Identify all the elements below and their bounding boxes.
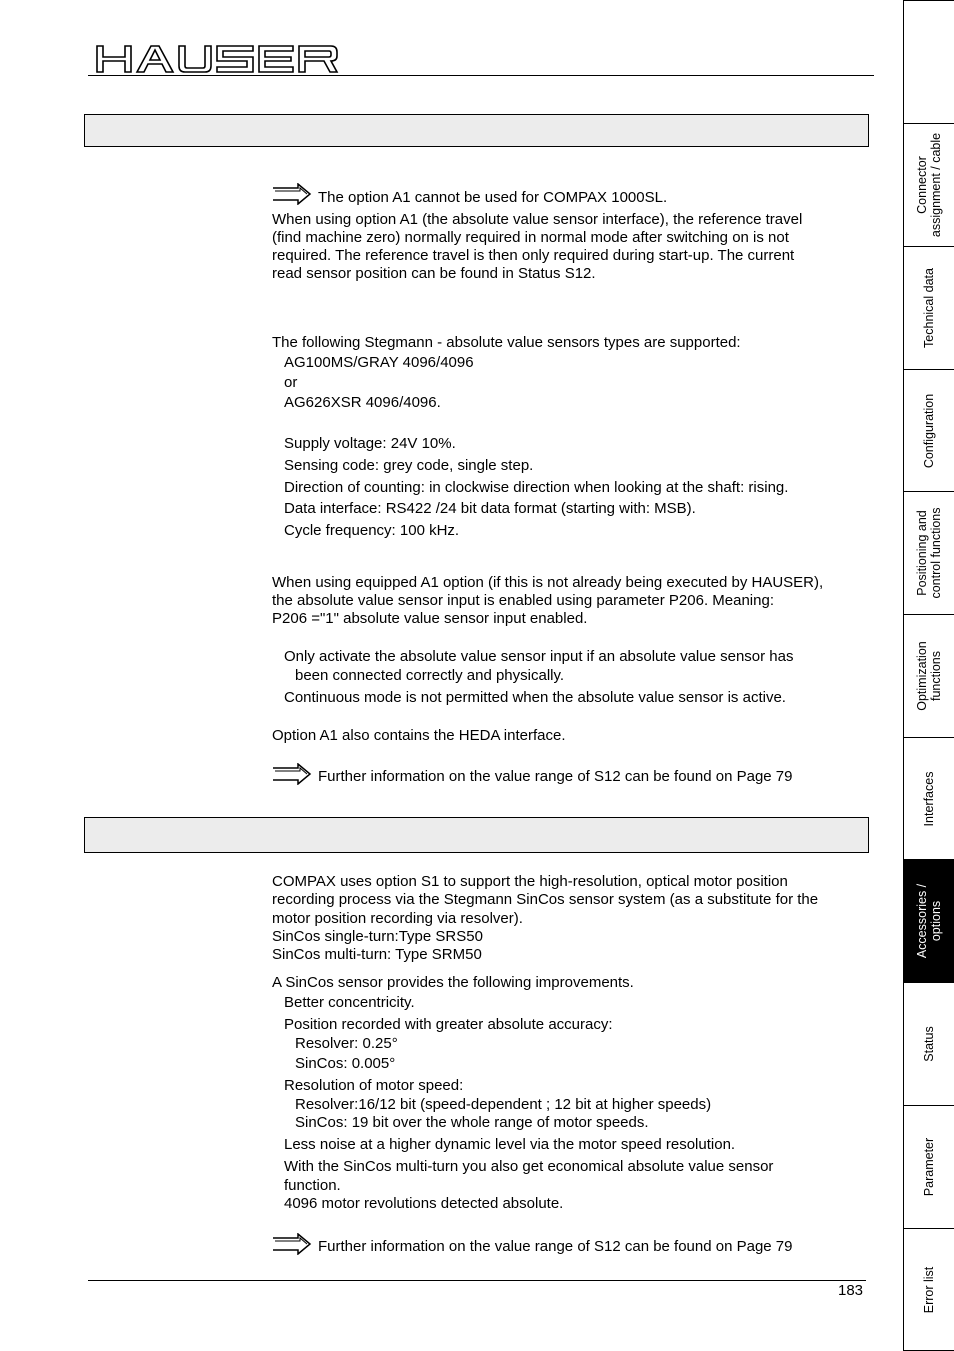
tab-label: Configuration xyxy=(922,393,936,468)
tab-positioning-control[interactable] xyxy=(903,492,954,615)
spec-item: Direction of counting: in clockwise direction when looking at the shaft: rising. xyxy=(284,479,789,496)
warning-continuous-mode: Continuous mode is not permitted when the absolute value sensor is active. xyxy=(284,689,786,706)
tab-label: assignment / cable xyxy=(929,132,943,238)
spec-item: Data interface: RS422 /24 bit data format (starting with: MSB). xyxy=(284,500,696,517)
tab-parameter[interactable] xyxy=(903,1106,954,1229)
warning-line: Only activate the absolute value sensor input if an absolute value sensor has xyxy=(284,648,794,665)
para-a1-line: (find machine zero) normally required in normal mode after switching on is not xyxy=(272,229,789,246)
sensor-type: AG626XSR 4096/4096. xyxy=(284,394,441,411)
para-a1-line: required. The reference travel is then only required during start-up. The current xyxy=(272,247,795,264)
para-p206-line: the absolute value sensor input is enabled using parameter P206. Meaning: xyxy=(272,592,774,609)
improvement-item: With the SinCos multi-turn you also get economical absolute value sensor xyxy=(284,1158,774,1175)
spec-item: Supply voltage: 24V 10%. xyxy=(284,435,456,452)
para-s1-line: COMPAX uses option S1 to support the high-resolution, optical motor position xyxy=(272,873,788,890)
tab-blank xyxy=(903,0,954,124)
tab-label: functions xyxy=(929,650,943,702)
tab-error-list[interactable] xyxy=(903,1229,954,1351)
para-s1-line: recording process via the Stegmann SinCos sensor system (as a substitute for the xyxy=(272,891,819,908)
note-compax-1000sl: The option A1 cannot be used for COMPAX 1000SL. xyxy=(318,189,668,206)
tab-label: Error list xyxy=(922,1266,936,1313)
tab-label: Status xyxy=(922,1026,936,1062)
note-s12-range: Further information on the value range of S12 can be found on Page 79 xyxy=(318,1238,793,1255)
hauser-logo xyxy=(95,44,340,74)
improvement-item: Resolution of motor speed: xyxy=(284,1077,464,1094)
para-s1-line: motor position recording via resolver). xyxy=(272,910,523,927)
spec-item: Sensing code: grey code, single step. xyxy=(284,457,534,474)
tab-label: Interfaces xyxy=(922,771,936,826)
tab-label: Positioning and xyxy=(915,510,929,596)
tab-optimization[interactable] xyxy=(903,615,954,738)
improvement-subitem: Resolver:16/12 bit (speed-dependent ; 12 bit at higher speeds) xyxy=(295,1096,712,1113)
improvement-subitem: SinCos: 19 bit over the whole range of motor speeds. xyxy=(295,1114,649,1131)
improvement-item: Less noise at a higher dynamic level via the motor speed resolution. xyxy=(284,1136,736,1153)
tab-label: Parameter xyxy=(922,1137,936,1197)
improvement-subitem: Resolver: 0.25° xyxy=(295,1035,398,1052)
tab-interfaces[interactable] xyxy=(903,738,954,860)
note-arrow-icon xyxy=(272,763,312,785)
improvement-subitem: SinCos: 0.005° xyxy=(295,1055,396,1072)
page-number: 183 xyxy=(838,1282,864,1299)
heda-interface-note: Option A1 also contains the HEDA interface. xyxy=(272,727,566,744)
tab-label: Technical data xyxy=(922,268,936,348)
tab-label: Accessories / xyxy=(915,883,929,959)
tab-label: options xyxy=(929,900,943,942)
section-heading-bar-a1 xyxy=(84,114,869,147)
improvement-item: Better concentricity. xyxy=(284,994,415,1011)
note-arrow-icon xyxy=(272,1233,312,1255)
tab-connector-assignment[interactable] xyxy=(903,124,954,247)
improvements-intro: A SinCos sensor provides the following improvements. xyxy=(272,974,634,991)
note-arrow-icon xyxy=(272,183,312,205)
footer-rule xyxy=(88,1280,866,1281)
header-rule xyxy=(88,75,874,76)
tab-accessories-options[interactable] xyxy=(903,860,954,983)
tab-label: Optimization xyxy=(915,641,929,711)
improvement-item: function. xyxy=(284,1177,341,1194)
para-a1-line: When using option A1 (the absolute value sensor interface), the reference travel xyxy=(272,211,803,228)
section-heading-bar-s1 xyxy=(84,817,869,853)
sincos-multi-turn: SinCos multi-turn: Type SRM50 xyxy=(272,946,482,963)
tab-label: control functions xyxy=(929,507,943,599)
sensor-type-or: or xyxy=(284,374,298,391)
para-p206-line: When using equipped A1 option (if this is not already being executed by HAUSER), xyxy=(272,574,824,591)
tab-configuration[interactable] xyxy=(903,370,954,492)
spec-item: Cycle frequency: 100 kHz. xyxy=(284,522,460,539)
improvement-item: Position recorded with greater absolute accuracy: xyxy=(284,1016,613,1033)
warning-line: been connected correctly and physically. xyxy=(295,667,565,684)
para-p206-line: P206 ="1" absolute value sensor input enabled. xyxy=(272,610,588,627)
sensor-type: AG100MS/GRAY 4096/4096 xyxy=(284,354,474,371)
tab-label: Connector xyxy=(915,156,929,214)
tab-technical-data[interactable] xyxy=(903,247,954,370)
tab-status[interactable] xyxy=(903,983,954,1106)
improvement-item: 4096 motor revolutions detected absolute. xyxy=(284,1195,564,1212)
para-a1-line: read sensor position can be found in Status S12. xyxy=(272,265,596,282)
note-s12-range: Further information on the value range of S12 can be found on Page 79 xyxy=(318,768,793,785)
sincos-single-turn: SinCos single-turn:Type SRS50 xyxy=(272,928,483,945)
supported-sensors-intro: The following Stegmann - absolute value sensors types are supported: xyxy=(272,334,741,351)
